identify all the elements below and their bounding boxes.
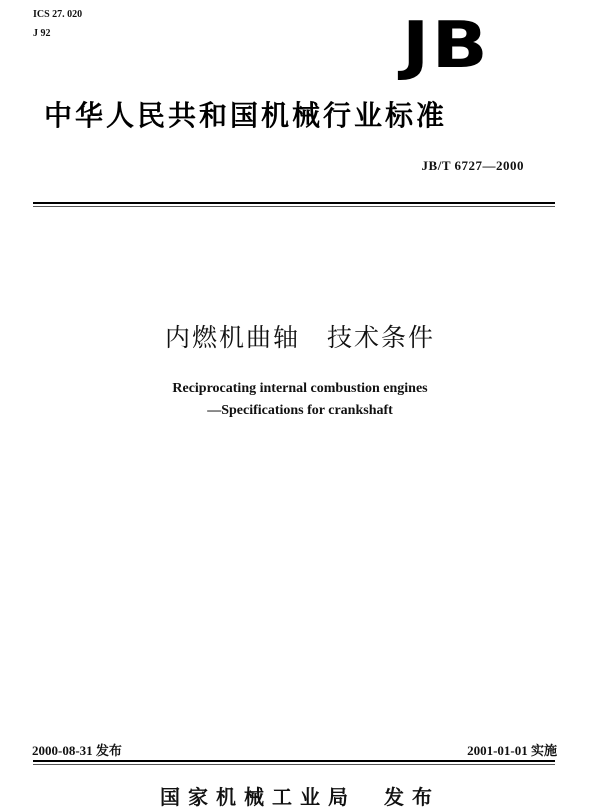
title-chinese: 内燃机曲轴 技术条件 [164, 323, 435, 352]
header-rule-thin [33, 206, 555, 207]
implementation-date: 2001-01-01 实施 [467, 743, 557, 758]
ics-code: ICS 27. 020 [33, 9, 83, 20]
publisher: 国家机械工业局 发布 [160, 785, 440, 809]
issue-date: 2000-08-31 发布 [32, 743, 122, 758]
footer-rule-thin [33, 764, 555, 765]
industry-standard-heading: 中华人民共和国机械行业标准 [44, 99, 448, 132]
standard-number: JB/T 6727—2000 [421, 158, 524, 173]
title-english-line1: Reciprocating internal combustion engines [172, 381, 428, 396]
jb-logo: JB [402, 9, 491, 83]
classification-code: J 92 [33, 28, 51, 39]
header-rule [33, 202, 555, 204]
footer-rule [33, 760, 555, 762]
title-english-line2: —Specifications for crankshaft [207, 403, 393, 418]
